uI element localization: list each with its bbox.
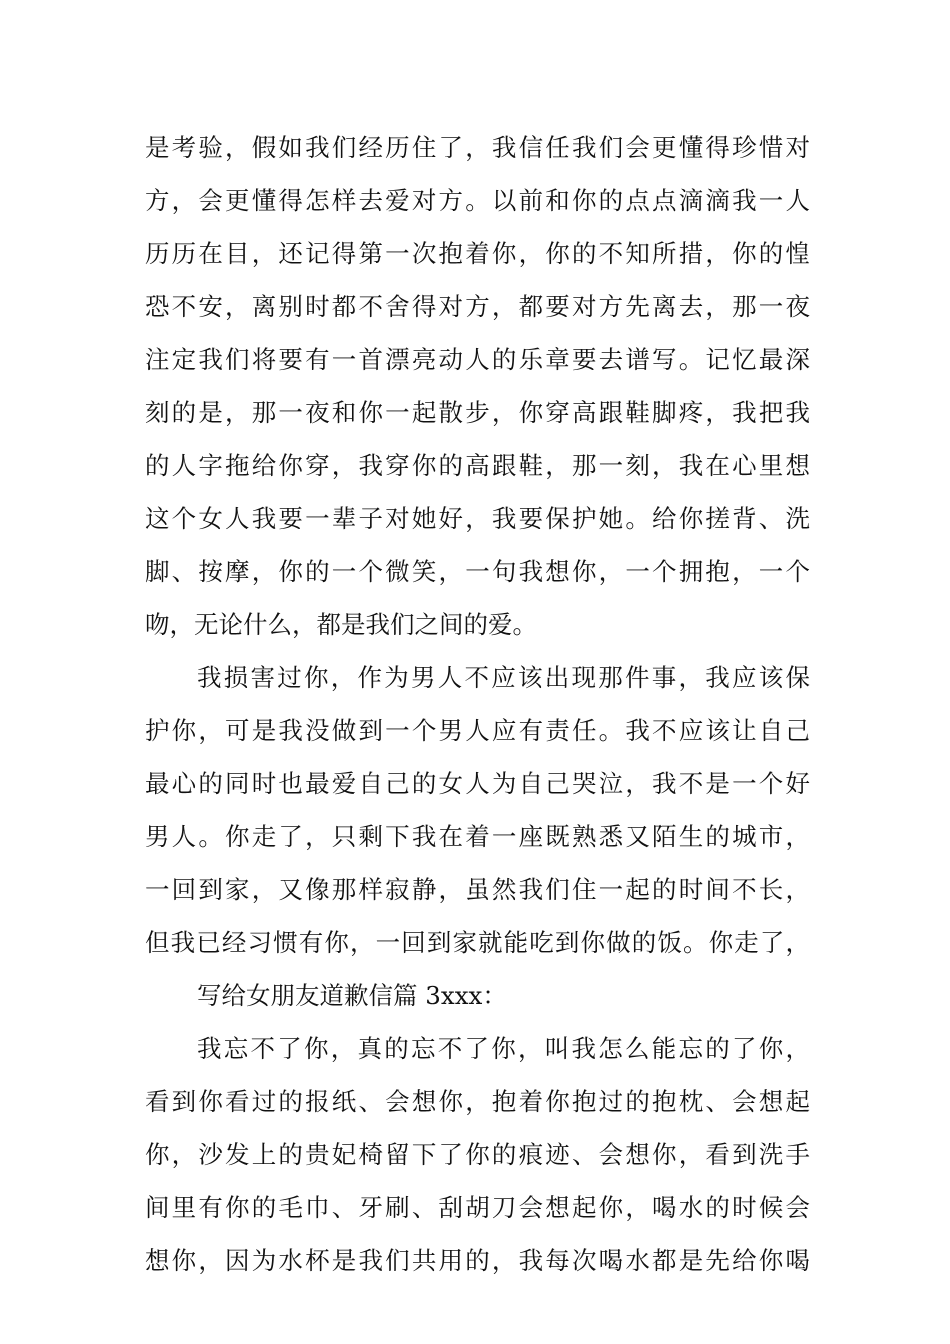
text-line: 脚、按摩，你的一个微笑，一句我想你，一个拥抱，一个 bbox=[145, 557, 810, 586]
text-line: 历历在目，还记得第一次抱着你，你的不知所措，你的惶 bbox=[145, 239, 810, 268]
text-line: 护你，可是我没做到一个男人应有责任。我不应该让自己 bbox=[145, 716, 810, 745]
text-line: 刻的是，那一夜和你一起散步，你穿高跟鞋脚疼，我把我 bbox=[145, 398, 810, 427]
text-line: 但我已经习惯有你，一回到家就能吃到你做的饭。你走了， bbox=[145, 928, 810, 957]
text-line: 是考验，假如我们经历住了，我信任我们会更懂得珍惜对 bbox=[145, 133, 810, 162]
text-line: 最心的同时也最爱自己的女人为自己哭泣，我不是一个好 bbox=[145, 769, 810, 798]
section-heading: 写给女朋友道歉信篇 3xxx： bbox=[197, 981, 507, 1010]
text-line: 注定我们将要有一首漂亮动人的乐章要去谱写。记忆最深 bbox=[145, 345, 810, 374]
text-line: 男人。你走了，只剩下我在着一座既熟悉又陌生的城市， bbox=[145, 822, 810, 851]
text-line: 一回到家，又像那样寂静，虽然我们住一起的时间不长， bbox=[145, 875, 810, 904]
text-line: 间里有你的毛巾、牙刷、刮胡刀会想起你，喝水的时候会 bbox=[145, 1193, 810, 1222]
text-line: 看到你看过的报纸、会想你，抱着你抱过的抱枕、会想起 bbox=[145, 1087, 810, 1116]
text-line: 吻，无论什么，都是我们之间的爱。 bbox=[145, 610, 537, 639]
text-line: 方，会更懂得怎样去爱对方。以前和你的点点滴滴我一人 bbox=[145, 186, 810, 215]
text-line: 这个女人我要一辈子对她好，我要保护她。给你搓背、洗 bbox=[145, 504, 810, 533]
text-line: 想你，因为水杯是我们共用的，我每次喝水都是先给你喝 bbox=[145, 1246, 810, 1275]
text-line: 的人字拖给你穿，我穿你的高跟鞋，那一刻，我在心里想 bbox=[145, 451, 810, 480]
text-line: 你，沙发上的贵妃椅留下了你的痕迹、会想你，看到洗手 bbox=[145, 1140, 810, 1169]
paragraph-first-line: 我损害过你，作为男人不应该出现那件事，我应该保 bbox=[197, 663, 810, 692]
paragraph-first-line: 我忘不了你，真的忘不了你，叫我怎么能忘的了你， bbox=[197, 1034, 810, 1063]
text-line: 恐不安，离别时都不舍得对方，都要对方先离去，那一夜 bbox=[145, 292, 810, 321]
